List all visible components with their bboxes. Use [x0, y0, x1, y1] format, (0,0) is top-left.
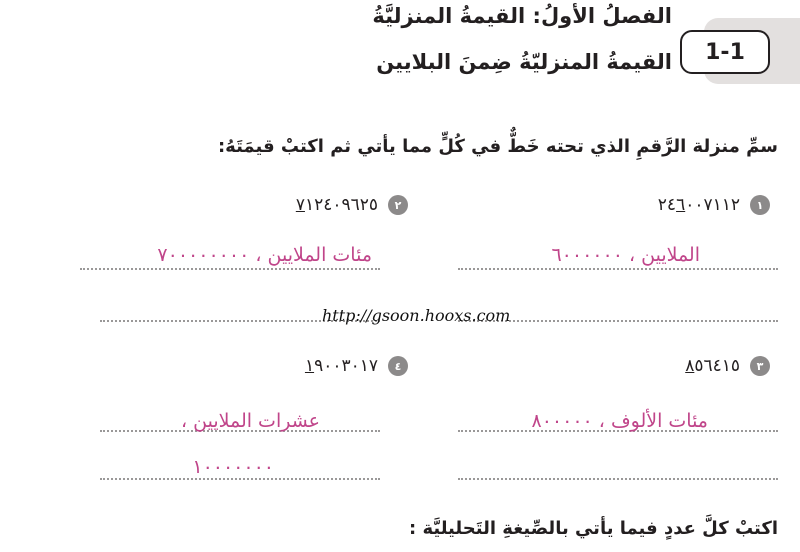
problem-number-badge: ٣ — [750, 356, 770, 376]
section-number: 1-1 — [705, 39, 745, 65]
problem-3-answer: مئات الألوف ، ٨٠٠٠٠٠ — [531, 410, 708, 432]
underlined-digit: ٨ — [685, 356, 695, 376]
answer-line — [458, 478, 778, 480]
problem-1-number: ٢٤٦٠٠٧١١٢ — [657, 195, 740, 215]
problem-number-badge: ٤ — [388, 356, 408, 376]
problem-4-answer-continued: ١٠٠٠٠٠٠٠ — [192, 456, 274, 478]
chapter-title: الفصلُ الأولُ: القيمةُ المنزليَّةُ — [372, 4, 672, 28]
problem-2-answer: مئات الملايين ، ٧٠٠٠٠٠٠٠٠ — [157, 244, 372, 266]
problem-2-number: ٧١٢٤٠٩٦٢٥ — [295, 195, 378, 215]
problem-1-answer: الملايين ، ٦٠٠٠٠٠٠ — [551, 244, 700, 266]
underlined-digit: ٦ — [676, 195, 686, 215]
problem-4 — [305, 356, 408, 376]
problem-3 — [685, 356, 770, 376]
answer-line — [80, 268, 380, 270]
underlined-digit: ٧ — [295, 195, 305, 215]
problem-3-number: ٨٥٦٤١٥ — [685, 356, 740, 376]
answer-line — [458, 268, 778, 270]
underlined-digit: ١ — [304, 356, 315, 376]
problem-2 — [296, 195, 408, 215]
instruction-name-place: سمِّ منزلة الرَّقمِ الذي تحته خَطٌّ في كُلٍّ مما يأتي ثم اكتبْ قيمَتَهُ: — [217, 136, 778, 157]
section-number-badge — [680, 30, 770, 74]
problem-4-number: ١٩٠٠٣٠١٧ — [304, 356, 378, 376]
answer-line — [100, 478, 380, 480]
problem-number-badge: ١ — [750, 195, 770, 215]
instruction-expanded-form: اكتبْ كلَّ عددٍ فيما يأتي بالصِّيغةِ التَحليليَّة : — [408, 518, 778, 539]
lesson-title: القيمةُ المنزليّةُ ضِمنَ البلايين — [376, 50, 672, 74]
problem-1 — [658, 195, 770, 215]
problem-number-badge: ٢ — [388, 195, 408, 215]
watermark-url: http://gsoon.hooxs.com — [322, 306, 511, 325]
problem-4-answer: عشرات الملايين ، — [180, 410, 320, 432]
